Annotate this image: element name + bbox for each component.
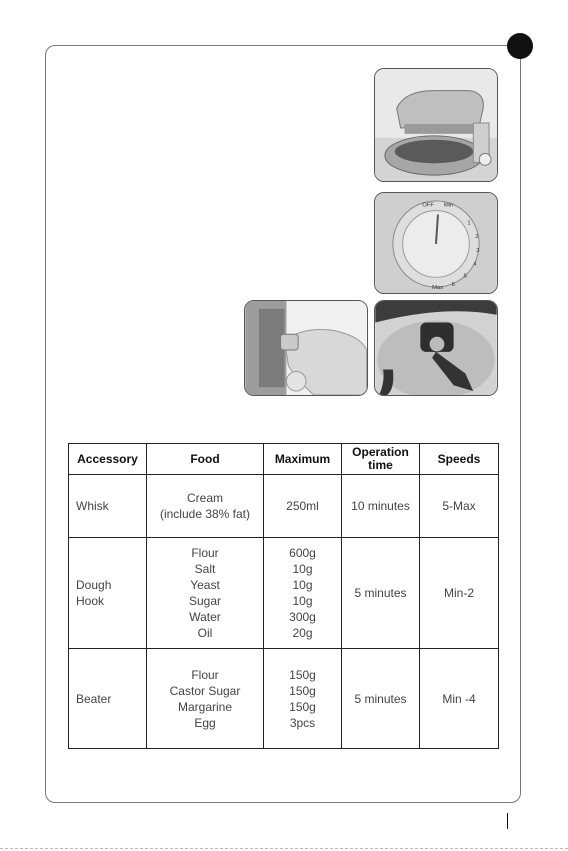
attachment-illustration	[375, 301, 497, 395]
dial-label-min: Min	[443, 202, 454, 209]
maximum-item: 20g	[292, 626, 313, 640]
dial-label-max: Max	[432, 285, 444, 292]
header-operation-time	[342, 444, 420, 475]
page-number-bar	[507, 813, 508, 829]
header-operation-time-text: Operation time	[352, 445, 409, 472]
speed-dial-photo	[374, 192, 498, 294]
table-row	[69, 649, 499, 749]
food-item: Oil	[197, 626, 213, 640]
dial-label-off: OFF	[422, 202, 435, 209]
maximum-item: 10g	[292, 594, 313, 608]
accessory-cell	[69, 538, 147, 649]
dial-label-3: 3	[476, 247, 480, 254]
food-item: Salt	[194, 562, 216, 576]
mixer-head-illustration	[375, 69, 497, 181]
trim-line	[0, 848, 568, 849]
dial-label-2: 2	[475, 234, 479, 241]
maximum-cell	[264, 649, 342, 749]
speeds-cell: Min -4	[420, 649, 499, 749]
food-item: Flour	[191, 546, 219, 560]
food-item: Yeast	[190, 578, 220, 592]
maximum-item: 10g	[292, 562, 313, 576]
header-maximum: Maximum	[264, 444, 342, 475]
dial-label-1: 1	[467, 220, 471, 227]
food-item: Water	[189, 610, 221, 624]
attachment-photo	[374, 300, 498, 396]
maximum-item: 3pcs	[289, 715, 316, 730]
speeds-cell: 5-Max	[420, 475, 499, 538]
food-item: (include 38% fat)	[159, 507, 251, 521]
dial-label-6: 6	[451, 282, 455, 289]
food-item: Egg	[194, 715, 216, 730]
table-header-row	[69, 444, 499, 475]
food-item: Flour	[191, 667, 219, 682]
maximum-cell	[264, 538, 342, 649]
maximum-item: 150g	[289, 699, 316, 714]
accessory-cell: Beater	[69, 649, 147, 749]
accessory-line: Hook	[76, 594, 105, 608]
table-row	[69, 475, 499, 538]
maximum-cell	[264, 475, 342, 538]
maximum-item: 150g	[289, 667, 316, 682]
food-cell	[147, 649, 264, 749]
accessory-table	[68, 443, 499, 749]
maximum-item: 250ml	[286, 499, 319, 513]
food-cell	[147, 475, 264, 538]
dial-label-5: 5	[463, 273, 467, 280]
food-item: Castor Sugar	[169, 683, 241, 698]
release-button-illustration	[245, 301, 367, 395]
release-button-photo	[244, 300, 368, 396]
accessory-cell: Whisk	[69, 475, 147, 538]
maximum-item: 10g	[292, 578, 313, 592]
page-marker-dot	[507, 33, 533, 59]
time-cell: 10 minutes	[342, 475, 420, 538]
header-accessory: Accessory	[69, 444, 147, 475]
mixer-head-photo	[374, 68, 498, 182]
table-row	[69, 538, 499, 649]
speed-dial-illustration	[375, 193, 497, 293]
food-item: Sugar	[188, 594, 222, 608]
maximum-item: 150g	[289, 683, 316, 698]
time-cell: 5 minutes	[342, 649, 420, 749]
food-item: Margarine	[177, 699, 233, 714]
maximum-item: 300g	[289, 610, 316, 624]
food-item: Cream	[186, 491, 223, 505]
time-cell: 5 minutes	[342, 538, 420, 649]
food-cell	[147, 538, 264, 649]
speeds-cell: Min-2	[420, 538, 499, 649]
header-speeds: Speeds	[420, 444, 499, 475]
accessory-line: Dough	[76, 578, 112, 592]
header-food: Food	[147, 444, 264, 475]
maximum-item: 600g	[289, 546, 316, 560]
dial-label-4: 4	[473, 261, 477, 268]
